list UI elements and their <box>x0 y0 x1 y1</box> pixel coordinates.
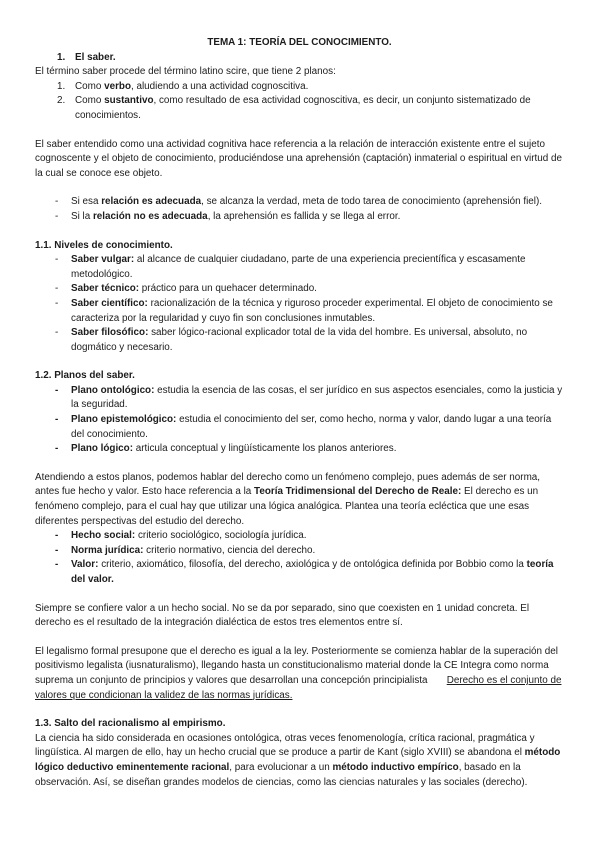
list-item: - Si esa relación es adecuada, se alcanza la verdad, meta de todo tarea de conocimiento (aprehensión fiel). <box>55 196 542 208</box>
item-text: Como sustantivo, como resultado de esa actividad cognoscitiva, es decir, un conjunto sistematizado de conocimientos. <box>75 95 531 121</box>
numbered-item <box>35 94 564 123</box>
bullet-list <box>35 253 564 355</box>
bullet-list <box>35 384 564 457</box>
bullet-list <box>35 195 564 224</box>
list-item: - Si la relación no es adecuada, la aprehensión es fallida y se llega al error. <box>55 210 401 222</box>
list-item: - Plano epistemológico: estudia el conocimiento del ser, como hecho, norma y valor, dando lugar a una teoría del conocimiento. <box>55 414 552 440</box>
section-1-1-heading: 1.1. Niveles de conocimiento. <box>35 239 173 251</box>
list-item: - Saber vulgar: al alcance de cualquier ciudadano, parte de una experiencia precientífica y escasamente metodológico. <box>55 254 526 280</box>
section-1-3-heading: 1.3. Salto del racionalismo al empirismo. <box>35 718 226 730</box>
list-item: - Norma jurídica: criterio normativo, ciencia del derecho. <box>55 544 316 556</box>
list-item: - Saber filosófico: saber lógico-racional explicador total de la vida del hombre. Es universal, absoluto, no dogmático y necesario. <box>55 327 528 353</box>
numbered-item <box>35 80 564 95</box>
paragraph: El saber entendido como una actividad cognitiva hace referencia a la relación de interacción existente entre el sujeto cognoscente y el objeto de conocimiento, produciéndose una aprehensión (captación) inmaterial o espiritual en virtud de la cual se conoce ese objeto. <box>35 138 562 179</box>
section-1-heading <box>35 51 564 66</box>
paragraph: Siempre se confiere valor a un hecho social. No se da por separado, sino que coexisten en 1 unidad concreta. El derecho es el resultado de la integración dialéctica de estos tres elementos entre sí. <box>35 602 530 629</box>
section-1-title: El saber. <box>75 51 116 63</box>
item-number: 1. <box>57 80 66 92</box>
page-title: TEMA 1: TEORÍA DEL CONOCIMIENTO. <box>207 37 392 48</box>
section-1-intro: El término saber procede del término latino scire, que tiene 2 planos: <box>35 66 336 78</box>
paragraph: Atendiendo a estos planos, podemos hablar del derecho como un fenómeno complejo, pues además de ser norma, antes fue hecho y valor. Esto hace referencia a la Teoría Tridimensional del Derecho de Reale: El derecho es un fenómeno complejo, para el cual hay que utilizar una lógica analógica. Plantea una teoría ecléctica que une esas diferentes perspectivas del estudio del derecho. <box>35 471 541 527</box>
paragraph: El legalismo formal presupone que el derecho es igual a la ley. Posteriormente se comienza hablar de la superación del positivismo legalista (iusnaturalismo), llegando hasta un constitucionalismo material donde la CE Integra como norma suprema un conjunto de principios y valores que desarrollan una concepción principialista Derecho es el conjunto de valores que condicionan la validez de las normas jurídicas. <box>35 645 562 701</box>
list-item: - Hecho social: criterio sociológico, sociología jurídica. <box>55 530 307 542</box>
list-item: - Valor: criterio, axiomático, filosofía, del derecho, axiológica y de ontológica definida por Bobbio como la teoría del valor. <box>55 559 554 585</box>
list-item: - Plano lógico: articula conceptual y lingüísticamente los planos anteriores. <box>55 443 397 455</box>
section-1-number: 1. <box>57 51 66 63</box>
list-item: - Saber científico: racionalización de la técnica y riguroso proceder experimental. El objeto de conocimiento se caracteriza por la regularidad y cuyo fin son conclusiones inmutables. <box>55 297 553 324</box>
list-item: - Plano ontológico: estudia la esencia de las cosas, el ser jurídico en sus aspectos esenciales, como la justicia y la seguridad. <box>55 384 563 411</box>
paragraph: La ciencia ha sido considerada en ocasiones ontológica, otras veces fenomenología, crítica racional, pragmática y lingüística. Al margen de ello, hay un hecho crucial que se produce a partir de Kant (siglo XVIII) se abandona el método lógico deductivo eminentemente racional, para evolucionar a un método inductivo empírico, basado en la observación. Así, se diseñan grandes modelos de ciencias, como las ciencias naturales y las sociales (derecho). <box>35 732 561 788</box>
underlined-definition: Derecho es el conjunto de valores que condicionan la validez de las normas jurídicas. <box>35 674 562 701</box>
section-1-2-heading: 1.2. Planos del saber. <box>35 370 135 382</box>
list-item: - Saber técnico: práctico para un quehacer determinado. <box>55 283 317 295</box>
item-text: Como verbo, aludiendo a una actividad cognoscitiva. <box>75 80 309 92</box>
bullet-list <box>35 529 564 587</box>
item-number: 2. <box>57 95 66 107</box>
